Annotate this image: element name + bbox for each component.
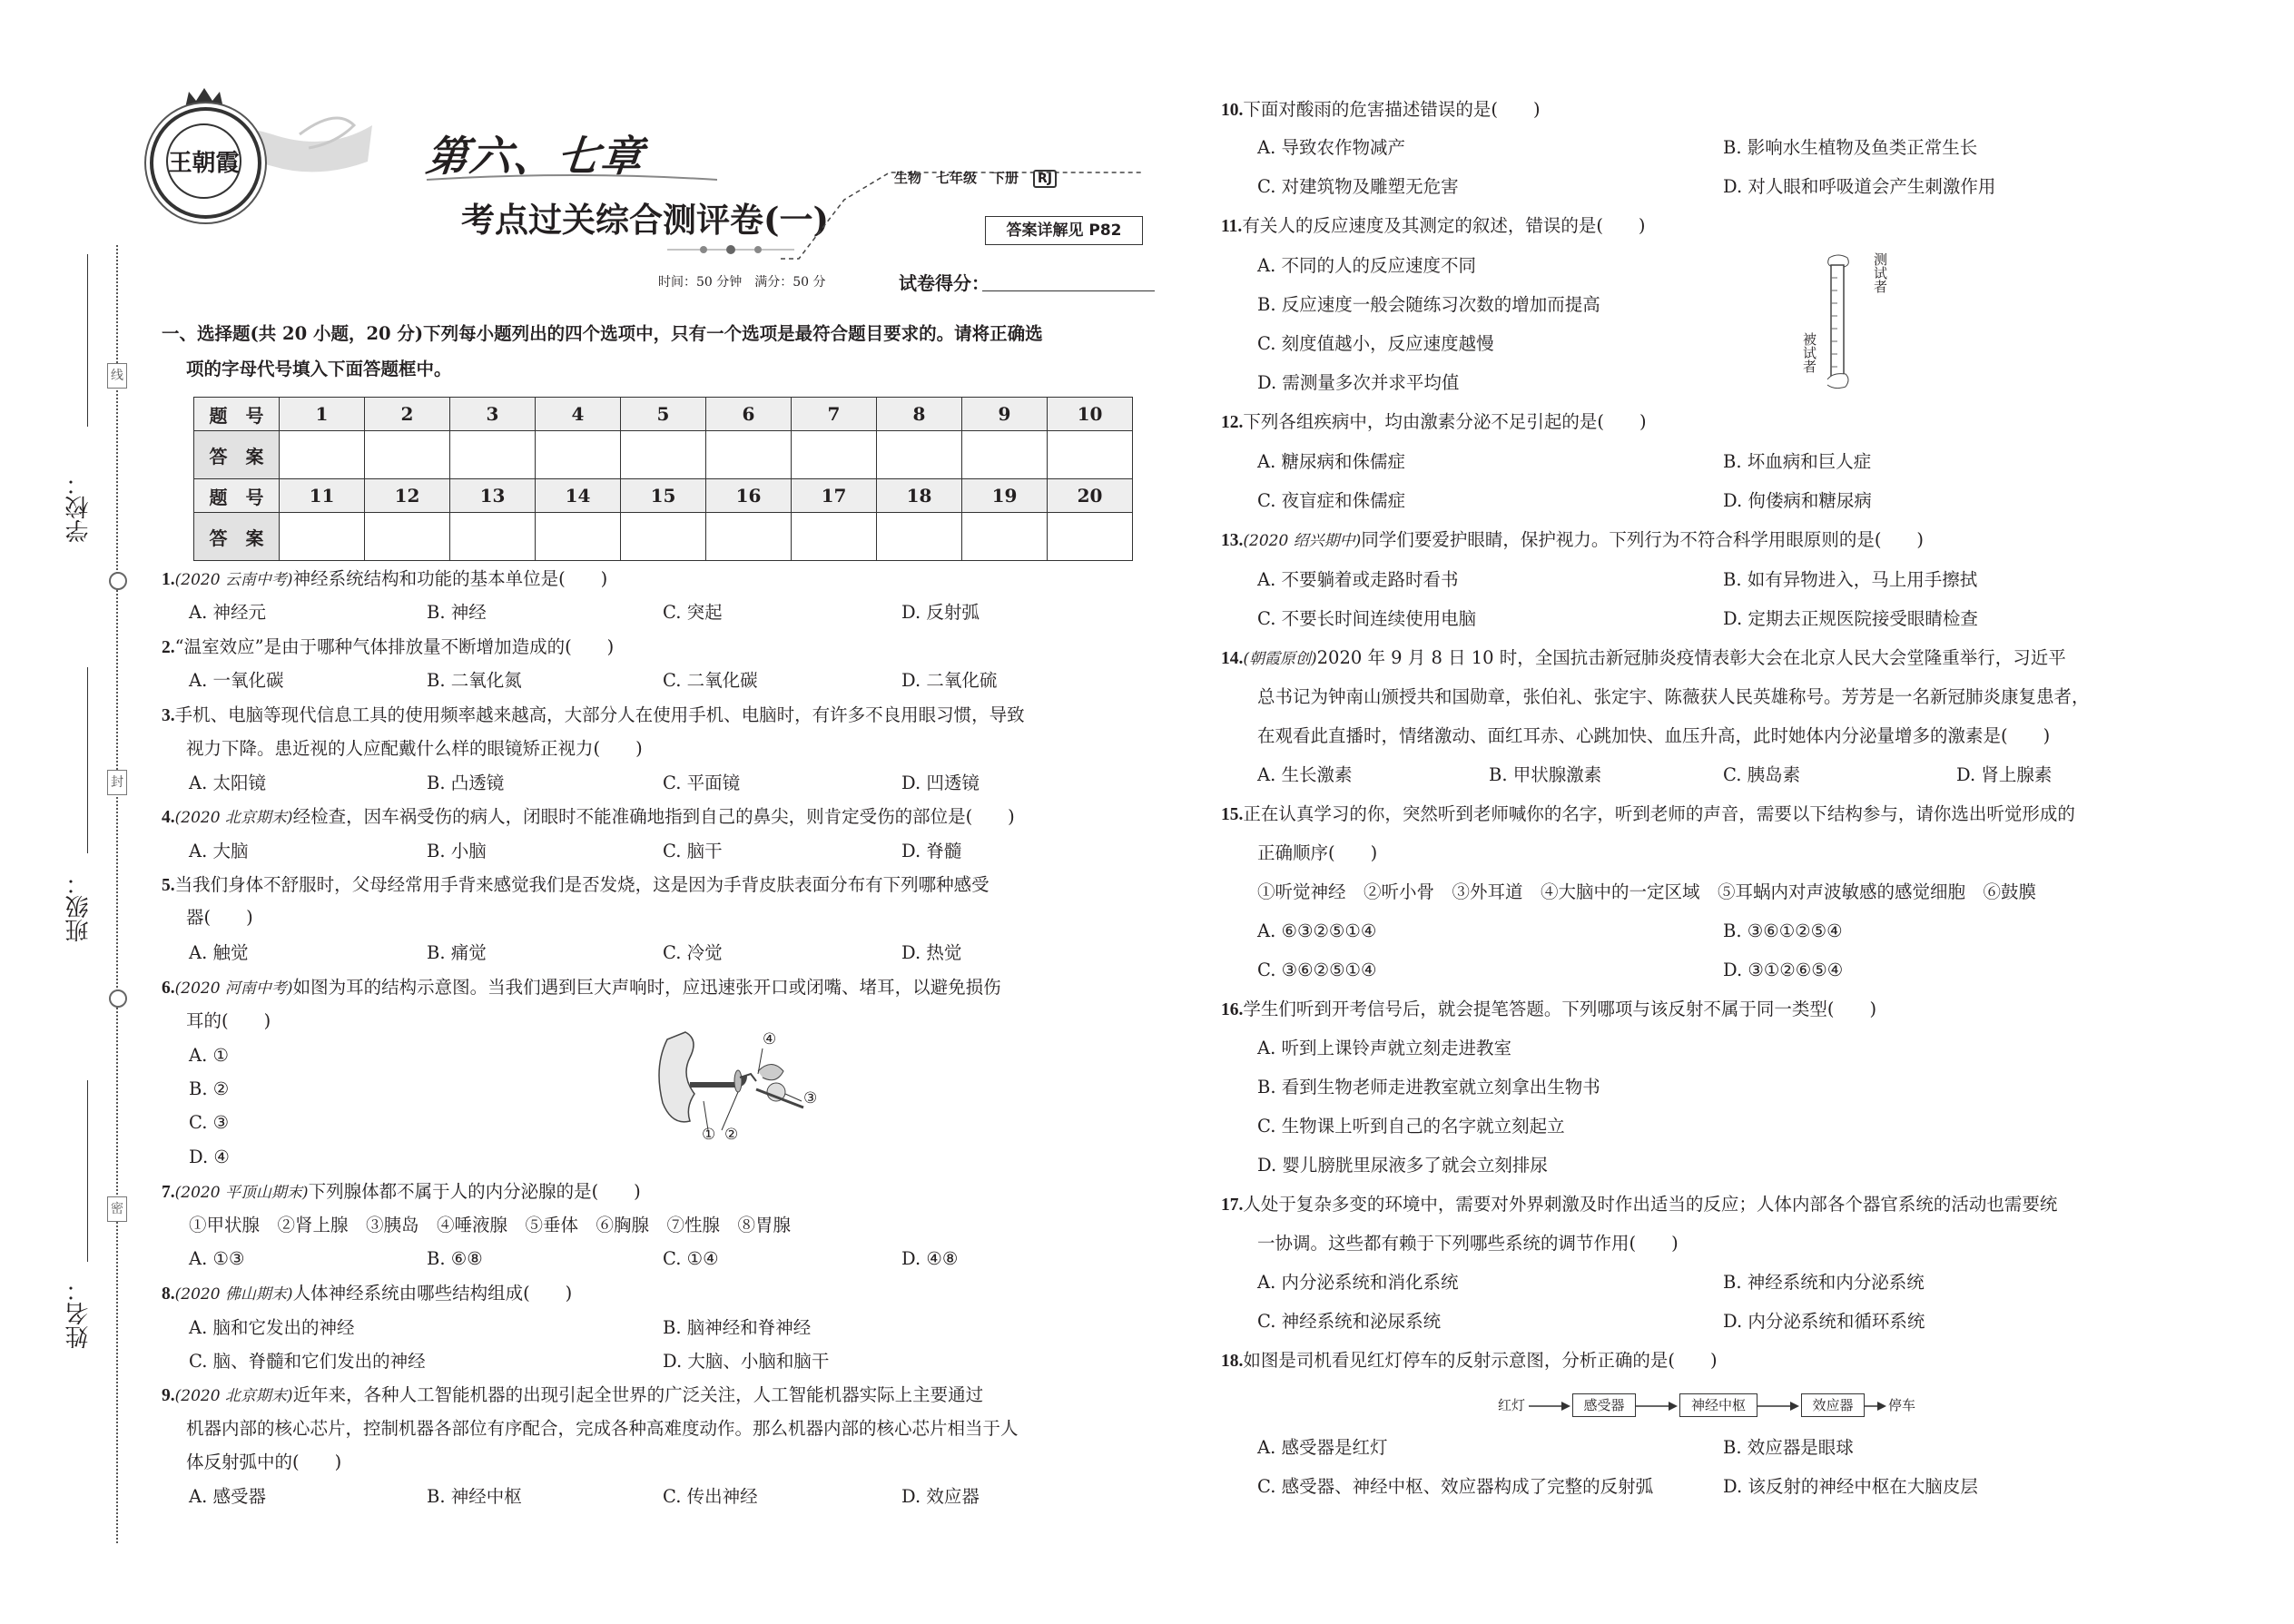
option-a[interactable]: A. 大脑 — [189, 841, 249, 861]
option-d[interactable]: D. 佝偻病和糖尿病 — [1723, 490, 1872, 511]
question-2 — [162, 635, 614, 660]
option-d[interactable]: D. 效应器 — [901, 1486, 980, 1507]
question-6 — [162, 976, 1001, 1000]
option-b[interactable]: B. 脑神经和脊神经 — [663, 1317, 812, 1338]
question-source: (2020 北京期末) — [174, 809, 293, 827]
answer-cell[interactable] — [450, 431, 536, 479]
option-c[interactable]: C. 生物课上听到自己的名字就立刻起立 — [1257, 1116, 1565, 1137]
option-c[interactable]: C. 不要长时间连续使用电脑 — [1257, 608, 1477, 629]
grid-number: 7 — [792, 398, 877, 431]
tag-grade: 七年级 — [936, 170, 978, 186]
question-1 — [162, 567, 607, 592]
figure-label: ③ — [803, 1089, 818, 1107]
option-c[interactable]: C. ③ — [189, 1112, 230, 1133]
answer-cell[interactable] — [877, 431, 962, 479]
question-10 — [1221, 98, 1541, 123]
option-b[interactable]: B. 二氧化氮 — [427, 670, 522, 691]
exam-time-score: 时间：50 分钟 满分：50 分 — [658, 275, 826, 290]
question-stem: 有关人的反应速度及其测定的叙述，错误的是( ) — [1242, 215, 1646, 236]
question-source: (2020 绍兴期中) — [1243, 532, 1362, 550]
grid-row-label: 题 号 — [194, 398, 280, 431]
answer-cell[interactable] — [280, 431, 365, 479]
class-label: 班级： — [65, 871, 92, 942]
option-a[interactable]: A. 糖尿病和侏儒症 — [1257, 451, 1405, 472]
question-number: 13. — [1221, 531, 1244, 550]
option-a[interactable]: A. 感受器 — [189, 1486, 266, 1507]
option-c[interactable]: C. 脑干 — [663, 841, 723, 861]
option-d[interactable]: D. 凹透镜 — [901, 773, 980, 793]
arrow-right-icon — [1757, 1400, 1799, 1412]
question-number: 5. — [162, 876, 175, 895]
question-12 — [1221, 410, 1647, 435]
figure-label: ④ — [763, 1030, 777, 1048]
question-number: 11. — [1221, 217, 1243, 236]
option-b[interactable]: B. ⑥⑧ — [427, 1248, 483, 1269]
option-b[interactable]: B. 神经系统和内分泌系统 — [1723, 1272, 1925, 1293]
answer-cell[interactable] — [280, 513, 365, 561]
option-a[interactable]: A. 神经元 — [189, 602, 266, 623]
option-c[interactable]: C. 对建筑物及雕塑无危害 — [1257, 176, 1459, 197]
figure-label-tester: 测试者 — [1872, 252, 1888, 293]
answer-grid — [193, 397, 1133, 561]
question-stem-cont: 机器内部的核心芯片，控制机器各部位有序配合，完成各种高难度动作。那么机器内部的核心芯片相当于人 — [186, 1418, 1019, 1439]
option-c[interactable]: C. 突起 — [663, 602, 723, 623]
answer-cell[interactable] — [365, 431, 450, 479]
option-b[interactable]: B. 影响水生植物及鱼类正常生长 — [1723, 137, 1978, 158]
question-number: 10. — [1221, 101, 1244, 120]
option-c[interactable]: C. 胰岛素 — [1723, 764, 1801, 785]
tag-volume: 下册 — [991, 170, 1019, 186]
grid-number: 5 — [621, 398, 706, 431]
option-d[interactable]: D. ③①②⑥⑤④ — [1723, 960, 1844, 980]
question-stem: 学生们听到开考信号后，就会提笔答题。下列哪项与该反射不属于同一类型( ) — [1243, 999, 1877, 1019]
question-number: 3. — [162, 706, 175, 725]
option-c[interactable]: C. 冷觉 — [663, 942, 723, 963]
option-c[interactable]: C. 夜盲症和侏儒症 — [1257, 490, 1406, 511]
answer-cell[interactable] — [621, 431, 706, 479]
option-b[interactable]: B. 如有异物进入，马上用手擦拭 — [1723, 569, 1978, 590]
option-d[interactable]: D. ④⑧ — [901, 1248, 959, 1269]
option-d[interactable]: D. 婴儿膀胱里尿液多了就会立刻排尿 — [1257, 1155, 1548, 1176]
option-a[interactable]: A. 不同的人的反应速度不同 — [1257, 255, 1476, 276]
question-4 — [162, 805, 1015, 830]
question-11 — [1221, 214, 1646, 239]
question-number: 8. — [162, 1284, 175, 1304]
question-number: 7. — [162, 1183, 175, 1202]
question-3 — [162, 704, 1025, 728]
answer-cell[interactable] — [536, 513, 621, 561]
subject-tags — [894, 168, 1071, 187]
grid-number: 13 — [450, 479, 536, 513]
question-stem-cont: 正确顺序( ) — [1257, 842, 1378, 863]
option-d[interactable]: D. 需测量多次并求平均值 — [1257, 372, 1460, 393]
option-c[interactable]: C. 刻度值越小，反应速度越慢 — [1257, 333, 1494, 354]
question-stem-cont: 一协调。这些都有赖于下列哪些系统的调节作用( ) — [1257, 1233, 1679, 1254]
option-d[interactable]: D. 热觉 — [901, 942, 962, 963]
grid-row-label: 答 案 — [194, 513, 280, 561]
question-number: 15. — [1221, 805, 1244, 824]
question-number: 16. — [1221, 1000, 1244, 1019]
figure-label: ① — [702, 1126, 716, 1144]
option-a[interactable]: A. ⑥③②⑤①④ — [1257, 920, 1377, 941]
option-d[interactable]: D. 脊髓 — [901, 841, 962, 861]
option-b[interactable]: B. ③⑥①②⑤④ — [1723, 920, 1843, 941]
answer-cell[interactable] — [877, 513, 962, 561]
question-stem-cont: 体反射弧中的( ) — [186, 1452, 342, 1472]
option-b[interactable]: B. 凸透镜 — [427, 773, 505, 793]
option-c[interactable]: C. ①④ — [663, 1248, 719, 1269]
question-stem: 同学们要爱护眼睛，保护视力。下列行为不符合科学用眼原则的是( ) — [1361, 529, 1925, 550]
grid-answer-row — [194, 513, 1133, 561]
option-d[interactable]: D. 肾上腺素 — [1956, 764, 2053, 785]
binding-hole-icon — [109, 572, 127, 590]
arrow-right-icon — [1529, 1400, 1570, 1412]
grid-number: 19 — [962, 479, 1048, 513]
option-b[interactable]: B. 看到生物老师走进教室就立刻拿出生物书 — [1257, 1077, 1600, 1097]
question-stem-cont: 器( ) — [186, 907, 253, 928]
option-b[interactable]: B. 反应速度一般会随练习次数的增加而提高 — [1257, 294, 1600, 315]
option-d[interactable]: D. 定期去正规医院接受眼睛检查 — [1723, 608, 1978, 629]
grid-row-label: 答 案 — [194, 431, 280, 479]
reaction-ruler-figure — [1793, 252, 1893, 398]
option-a[interactable]: A. 不要躺着或走路时看书 — [1257, 569, 1459, 590]
school-fill-line[interactable] — [87, 254, 88, 427]
figure-label-subject: 被试者 — [1801, 332, 1817, 373]
question-stem-cont: 总书记为钟南山颁授共和国勋章，张伯礼、张定宇、陈薇获人民英雄称号。芳芳是一名新冠肺炎康复患者， — [1257, 686, 2090, 707]
option-c[interactable]: C. 平面镜 — [663, 773, 741, 793]
option-c[interactable]: C. 神经系统和泌尿系统 — [1257, 1311, 1442, 1332]
question-7 — [162, 1180, 641, 1205]
question-source: (2020 河南中考) — [174, 979, 293, 998]
option-d[interactable]: D. ④ — [189, 1147, 230, 1167]
grid-number: 14 — [536, 479, 621, 513]
question-5 — [162, 873, 989, 898]
question-number: 17. — [1221, 1196, 1244, 1215]
flow-nerve-center: 神经中枢 — [1679, 1393, 1757, 1417]
question-stem: 正在认真学习的你，突然听到老师喊你的名字，听到老师的声音，需要以下结构参与，请你选出听觉形成的 — [1243, 803, 2075, 824]
option-c[interactable]: C. 传出神经 — [663, 1486, 758, 1507]
answer-cell[interactable] — [536, 431, 621, 479]
question-stem: 下面对酸雨的危害描述错误的是( ) — [1243, 99, 1541, 120]
name-label: 姓名： — [65, 1278, 92, 1349]
question-stem: 人体神经系统由哪些结构组成( ) — [292, 1283, 573, 1304]
answer-cell[interactable] — [1048, 513, 1133, 561]
question-stem: 2020 年 9 月 8 日 10 时，全国抗击新冠肺炎疫情表彰大会在北京人民大会堂隆重举行，习近平 — [1316, 647, 2066, 668]
option-d[interactable]: D. 内分泌系统和循环系统 — [1723, 1311, 1925, 1332]
grid-row-label: 题 号 — [194, 479, 280, 513]
question-number: 4. — [162, 808, 175, 827]
option-d[interactable]: D. 大脑、小脑和脑干 — [663, 1351, 830, 1372]
option-b[interactable]: B. 痛觉 — [427, 942, 487, 963]
question-source: (2020 云南中考) — [174, 571, 293, 589]
question-stem: “温室效应”是由于哪种气体排放量不断增加造成的( ) — [174, 636, 615, 657]
question-source: (朝霞原创) — [1243, 650, 1317, 668]
grid-number: 9 — [962, 398, 1048, 431]
question-number: 9. — [162, 1386, 175, 1405]
option-a[interactable]: A. 触觉 — [189, 942, 249, 963]
binding-mark: 封 — [107, 770, 127, 795]
grid-number-row — [194, 479, 1133, 513]
option-d[interactable]: D. 该反射的神经中枢在大脑皮层 — [1723, 1476, 1978, 1497]
option-b[interactable]: B. 甲状腺激素 — [1489, 764, 1602, 785]
grid-number: 12 — [365, 479, 450, 513]
school-label: 学校： — [65, 472, 92, 543]
tag-subject: 生物 — [894, 170, 922, 186]
name-fill-line[interactable] — [87, 1080, 88, 1262]
grid-number: 8 — [877, 398, 962, 431]
figure-label: ② — [724, 1126, 739, 1144]
ear-diagram — [649, 1021, 831, 1148]
option-a[interactable]: A. 感受器是红灯 — [1257, 1437, 1388, 1458]
binding-mark: 线 — [107, 363, 127, 389]
question-8 — [162, 1282, 572, 1306]
question-stem: 如图是司机看见红灯停车的反射示意图，分析正确的是( ) — [1243, 1350, 1718, 1371]
option-c[interactable]: C. 二氧化碳 — [663, 670, 758, 691]
section-intro-cont: 项的字母代号填入下面答题框中。 — [186, 359, 452, 379]
grid-number: 6 — [706, 398, 792, 431]
option-d[interactable]: D. 反射弧 — [901, 602, 980, 623]
question-stem: 手机、电脑等现代信息工具的使用频率越来越高，大部分人在使用手机、电脑时，有许多不良用眼习惯，导致 — [174, 704, 1025, 725]
ear-structure-figure — [649, 1021, 831, 1148]
question-14 — [1221, 646, 2066, 671]
option-b[interactable]: B. 效应器是眼球 — [1723, 1437, 1854, 1458]
question-items: ①甲状腺 ②肾上腺 ③胰岛 ④唾液腺 ⑤垂体 ⑥胸腺 ⑦性腺 ⑧胃腺 — [189, 1215, 792, 1235]
option-d[interactable]: D. 对人眼和呼吸道会产生刺激作用 — [1723, 176, 1996, 197]
question-stem: 经检查，因车祸受伤的病人，闭眼时不能准确地指到自己的鼻尖，则肯定受伤的部位是( ) — [292, 806, 1015, 827]
option-b[interactable]: B. 坏血病和巨人症 — [1723, 451, 1872, 472]
grid-number: 10 — [1048, 398, 1133, 431]
option-a[interactable]: A. 内分泌系统和消化系统 — [1257, 1272, 1459, 1293]
question-source: (2020 佛山期末) — [174, 1285, 293, 1304]
answer-reference: 答案详解见 P82 — [985, 216, 1143, 245]
question-stem: 如图为耳的结构示意图。当我们遇到巨大声响时，应迅速张开口或闭嘴、堵耳，以避免损伤 — [292, 977, 1001, 998]
arrow-right-icon — [1865, 1400, 1886, 1412]
option-a[interactable]: A. ①③ — [189, 1248, 245, 1269]
flow-start: 红灯 — [1498, 1397, 1526, 1413]
question-stem: 人处于复杂多变的环境中，需要对外界刺激及时作出适当的反应；人体内部各个器官系统的活动也需要统 — [1243, 1194, 2058, 1215]
option-b[interactable]: B. 小脑 — [427, 841, 487, 861]
logo-text: 王朝霞 — [166, 123, 241, 199]
option-c[interactable]: C. 感受器、神经中枢、效应器构成了完整的反射弧 — [1257, 1476, 1654, 1497]
option-a[interactable]: A. 脑和它发出的神经 — [189, 1317, 355, 1338]
question-number: 1. — [162, 570, 175, 589]
answer-cell[interactable] — [706, 513, 792, 561]
grid-number: 11 — [280, 479, 365, 513]
question-stem-cont: 耳的( ) — [186, 1010, 271, 1031]
question-13 — [1221, 528, 1924, 553]
option-a[interactable]: A. ① — [189, 1045, 229, 1066]
tag-edition: RJ — [1033, 170, 1057, 188]
option-b[interactable]: B. ② — [189, 1078, 230, 1099]
question-number: 18. — [1221, 1352, 1244, 1371]
flow-effector: 效应器 — [1801, 1393, 1865, 1417]
flow-receptor: 感受器 — [1572, 1393, 1636, 1417]
grid-number: 17 — [792, 479, 877, 513]
option-a[interactable]: A. 生长激素 — [1257, 764, 1353, 785]
option-d[interactable]: D. 二氧化硫 — [901, 670, 998, 691]
binding-dotted-line — [116, 245, 118, 1543]
grid-answer-row — [194, 431, 1133, 479]
answer-cell[interactable] — [450, 513, 536, 561]
question-number: 2. — [162, 638, 175, 657]
question-16 — [1221, 998, 1876, 1022]
publisher-logo — [150, 107, 261, 219]
score-label: 试卷得分： — [899, 272, 989, 294]
option-b[interactable]: B. 神经 — [427, 602, 487, 623]
option-a[interactable]: A. 导致农作物减产 — [1257, 137, 1405, 158]
question-items: ①听觉神经 ②听小骨 ③外耳道 ④大脑中的一定区域 ⑤耳蜗内对声波敏感的感觉细胞 ⑥鼓膜 — [1257, 881, 2037, 902]
grid-number: 18 — [877, 479, 962, 513]
grid-number: 16 — [706, 479, 792, 513]
grid-number-row — [194, 398, 1133, 431]
question-17 — [1221, 1193, 2057, 1217]
question-9 — [162, 1383, 983, 1408]
question-stem: 下列各组疾病中，均由激素分泌不足引起的是( ) — [1243, 411, 1647, 432]
reflex-flow-diagram — [1498, 1389, 1925, 1425]
answer-cell[interactable] — [1048, 431, 1133, 479]
question-stem-cont: 视力下降。患近视的人应配戴什么样的眼镜矫正视力( ) — [186, 738, 643, 759]
option-a[interactable]: A. 一氧化碳 — [189, 670, 284, 691]
question-15 — [1221, 802, 2075, 827]
question-stem: 近年来，各种人工智能机器的出现引起全世界的广泛关注，人工智能机器实际上主要通过 — [292, 1384, 984, 1405]
grid-number: 4 — [536, 398, 621, 431]
answer-cell[interactable] — [365, 513, 450, 561]
flow-end: 停车 — [1888, 1397, 1916, 1413]
answer-cell[interactable] — [706, 431, 792, 479]
chapter-title: 第六、七章 — [423, 132, 647, 181]
binding-hole-icon — [109, 989, 127, 1008]
option-c[interactable]: C. 脑、脊髓和它们发出的神经 — [189, 1351, 426, 1372]
answer-cell[interactable] — [962, 431, 1048, 479]
answer-cell[interactable] — [792, 431, 877, 479]
section-intro: 一、选择题(共 20 小题，20 分)下列每小题列出的四个选项中，只有一个选项是最符合题目要求的。请将正确选 — [162, 323, 1043, 344]
grid-number: 2 — [365, 398, 450, 431]
arrow-right-icon — [1636, 1400, 1678, 1412]
page-subtitle: 考点过关综合测评卷(一) — [461, 200, 830, 240]
grid-number: 1 — [280, 398, 365, 431]
question-stem: 神经系统结构和功能的基本单位是( ) — [292, 568, 608, 589]
question-number: 6. — [162, 979, 175, 998]
binding-mark: 密 — [107, 1196, 127, 1222]
option-c[interactable]: C. ③⑥②⑤①④ — [1257, 960, 1377, 980]
question-number: 12. — [1221, 413, 1244, 432]
question-stem-cont: 在观看此直播时，情绪激动、面红耳赤、心跳加快、血压升高，此时她体内分泌量增多的激素是( ) — [1257, 725, 2051, 746]
class-fill-line[interactable] — [87, 667, 88, 853]
question-stem: 当我们身体不舒服时，父母经常用手背来感觉我们是否发烧，这是因为手背皮肤表面分布有下列哪种感受 — [174, 874, 989, 895]
answer-cell[interactable] — [792, 513, 877, 561]
question-source: (2020 平顶山期末) — [174, 1184, 309, 1202]
question-source: (2020 北京期末) — [174, 1387, 293, 1405]
answer-cell[interactable] — [962, 513, 1048, 561]
grid-number: 3 — [450, 398, 536, 431]
option-b[interactable]: B. 神经中枢 — [427, 1486, 522, 1507]
option-a[interactable]: A. 太阳镜 — [189, 773, 266, 793]
dots-decoration — [667, 243, 794, 256]
grid-number: 20 — [1048, 479, 1133, 513]
question-18 — [1221, 1349, 1718, 1373]
question-number: 14. — [1221, 649, 1244, 668]
score-fill-line[interactable] — [982, 290, 1155, 291]
grid-number: 15 — [621, 479, 706, 513]
title-underline-decoration — [427, 172, 717, 185]
question-stem: 下列腺体都不属于人的内分泌腺的是( ) — [308, 1181, 641, 1202]
answer-cell[interactable] — [621, 513, 706, 561]
option-a[interactable]: A. 听到上课铃声就立刻走进教室 — [1257, 1038, 1511, 1058]
